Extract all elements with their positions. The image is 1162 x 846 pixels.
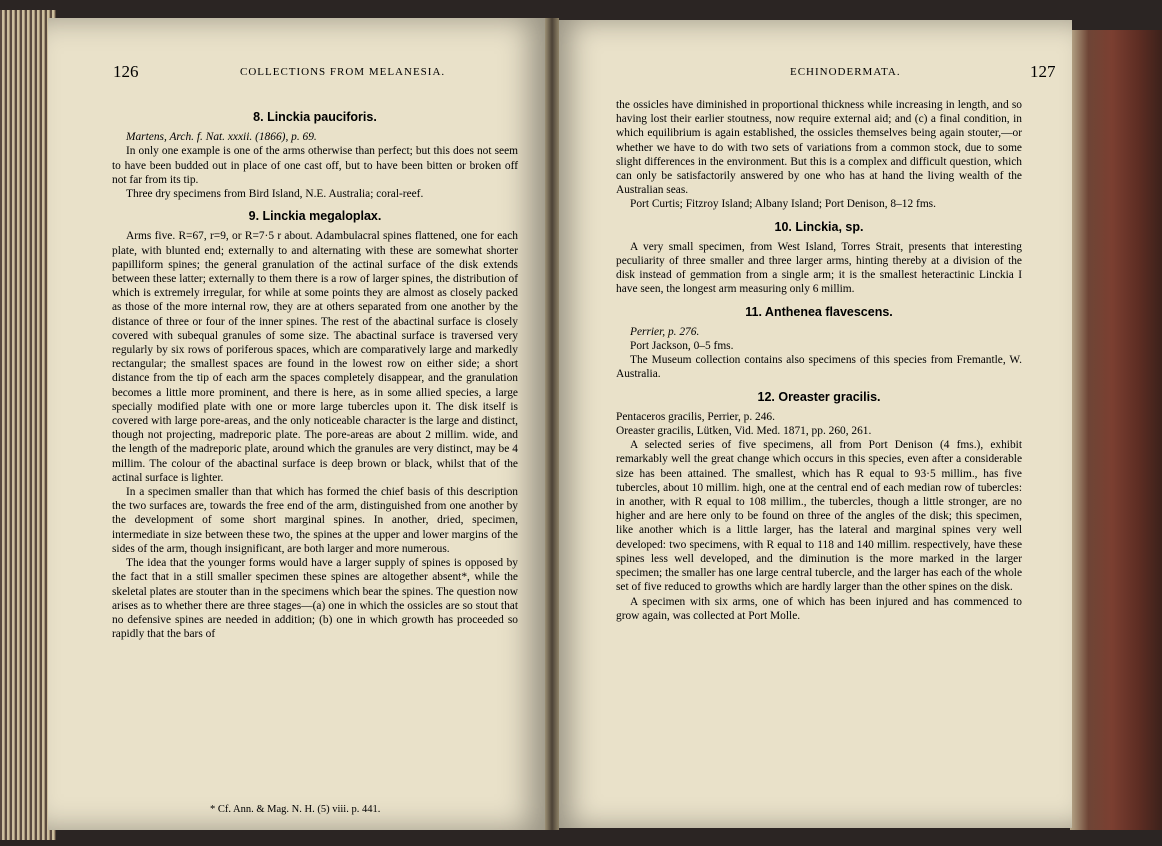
paragraph: A selected series of five specimens, all from Port Denison (4 fms.), exhibit remarkably well the great change which occurs in this species, even after a considerable size has been attained. The smallest, which has R equal to 93·5 millim., has five tubercles, about 10 millim. high, one at the central end of each median row of tubercles: in another, with R equal to 108 millim., the tubercles, though a little stronger, are no higher and are here only to be found on three of the angles of the disk; this specimen, like another which is a little larger, has the lateral and marginal spines very well developed: two specimens, with R equal to 118 and 140 millim. respectively, have these spines less well developed, and the diminution is the more marked in the larger specimen; the smaller has one large central tubercle, and the larger has each of the whole set of five reduced to growths which are hardly larger than the other spines on the disk. xyxy=(616,439,1022,594)
paragraph: Arms five. R=67, r=9, or R=7·5 r about. Adambulacral spines flattened, one for each plate, with blunted end; externally to and alternating with these are somewhat shorter papilliform spines; the general granulation of the actinal surface of the disk extends between these latter; externally to them there is a row of larger spines, the distribution of which is extremely irregular, for while at some points they are almost as closely packed as those of the more internal row, they are at others separated from one another by the distance of three or four of the inner spines. The rest of the abactinal surface is closely covered with subequal granules of some size. The abactinal surface is traversed very regularly by six rows of poriferous spaces, which are comparatively large and markedly rectangular; the smallest spaces are found in the lowest row on either side; a short distance from the tip of each arm the spaces completely disappear, and the granulation becomes a little more prominent, and there is here, as in some allied species, a large specially modified plate with one or more large tubercles upon it. The disk itself is covered with large pore-areas, and the only noticeable character is the large and distinct, though not projecting, madreporic plate. The pore-areas are about 2 millim. wide, and the length of the madreporic plate, around which the granules are very distinct, may be 4 millim. The colour of the abactinal surface is deep brown or black, whilst that of the actinal surface is lighter. xyxy=(112,230,518,484)
section-heading: 8. Linckia pauciforis. xyxy=(253,110,377,124)
left-footnote: * Cf. Ann. & Mag. N. H. (5) viii. p. 441. xyxy=(210,804,381,815)
paragraph: A very small specimen, from West Island, Torres Strait, presents that interesting peculiarity of three smaller and three larger arms, hinting thereby at a division of the disk instead of gemmation from a single arm; it is the smallest heteractinic Linckia I have seen, the longest arm measuring only 6 millim. xyxy=(616,240,1022,296)
paragraph: The Museum collection contains also specimens of this species from Fremantle, W. Australia. xyxy=(616,354,1022,381)
paragraph: Port Curtis; Fitzroy Island; Albany Island; Port Denison, 8–12 fms. xyxy=(630,198,936,211)
section-heading: 11. Anthenea flavescens. xyxy=(745,304,893,319)
right-page-body xyxy=(616,98,1022,623)
book-gutter xyxy=(545,18,559,830)
paragraph: Port Jackson, 0–5 fms. xyxy=(630,340,734,353)
right-cover-binding xyxy=(1070,30,1162,830)
right-running-head: ECHINODERMATA. xyxy=(790,66,901,78)
paragraph: the ossicles have diminished in proportional thickness while increasing in length, and so having lost their earlier stoutness, now require external aid; and (c) a final condition, in which equilibrium is again established, the ossicles themselves being again stouter,—or whether we have to do with two sets of variations from a common stock, due to some slight differences in the environment. But this is a complex and difficult question, which can only be satisfactorily answered by one who has at hand the living wealth of the Australian seas. xyxy=(616,99,1022,197)
paragraph: Three dry specimens from Bird Island, N.E. Australia; coral-reef. xyxy=(126,188,424,201)
citation: Perrier, p. 276. xyxy=(630,325,700,338)
paragraph: Oreaster gracilis, Lütken, Vid. Med. 1871, pp. 260, 261. xyxy=(616,425,872,438)
paragraph: A specimen with six arms, one of which has been injured and has commenced to grow again, was collected at Port Molle. xyxy=(616,595,1022,622)
section-heading: 9. Linckia megaloplax. xyxy=(248,209,382,224)
left-page-number: 126 xyxy=(113,62,139,81)
right-page-number: 127 xyxy=(1030,62,1056,81)
paragraph: Pentaceros gracilis, Perrier, p. 246. xyxy=(616,410,775,423)
left-running-head: COLLECTIONS FROM MELANESIA. xyxy=(240,66,446,78)
citation: Martens, Arch. f. Nat. xxxii. (1866), p. 69. xyxy=(126,131,317,144)
left-page-body xyxy=(112,102,518,641)
paragraph: In a specimen smaller than that which has formed the chief basis of this description the two surfaces are, towards the free end of the arm, distinguished from one another by the development of some short marginal spines. In another, dried, specimen, intermediate in size between these two, the spines at the upper and lower margins of the sides of the arm, though insignificant, are both larger and more numerous. xyxy=(112,486,518,555)
section-heading: 10. Linckia, sp. xyxy=(774,219,864,234)
paragraph: The idea that the younger forms would have a larger supply of spines is opposed by the fact that in a still smaller specimen these spines are altogether absent*, while the skeletal plates are stouter than in the specimens which bear the spines. The question now arises as to whether there are three stages—(a) one in which the ossicles are so stout that no defensive spines are needed in addition; (b) one in which growth has proceeded so rapidly that the bars of xyxy=(112,557,518,641)
section-heading: 12. Oreaster gracilis. xyxy=(757,389,881,404)
paragraph: In only one example is one of the arms otherwise than perfect; but this does not seem to have been budded out in place of one cast off, but to have been bitten or broken off not far from its tip. xyxy=(112,145,518,186)
